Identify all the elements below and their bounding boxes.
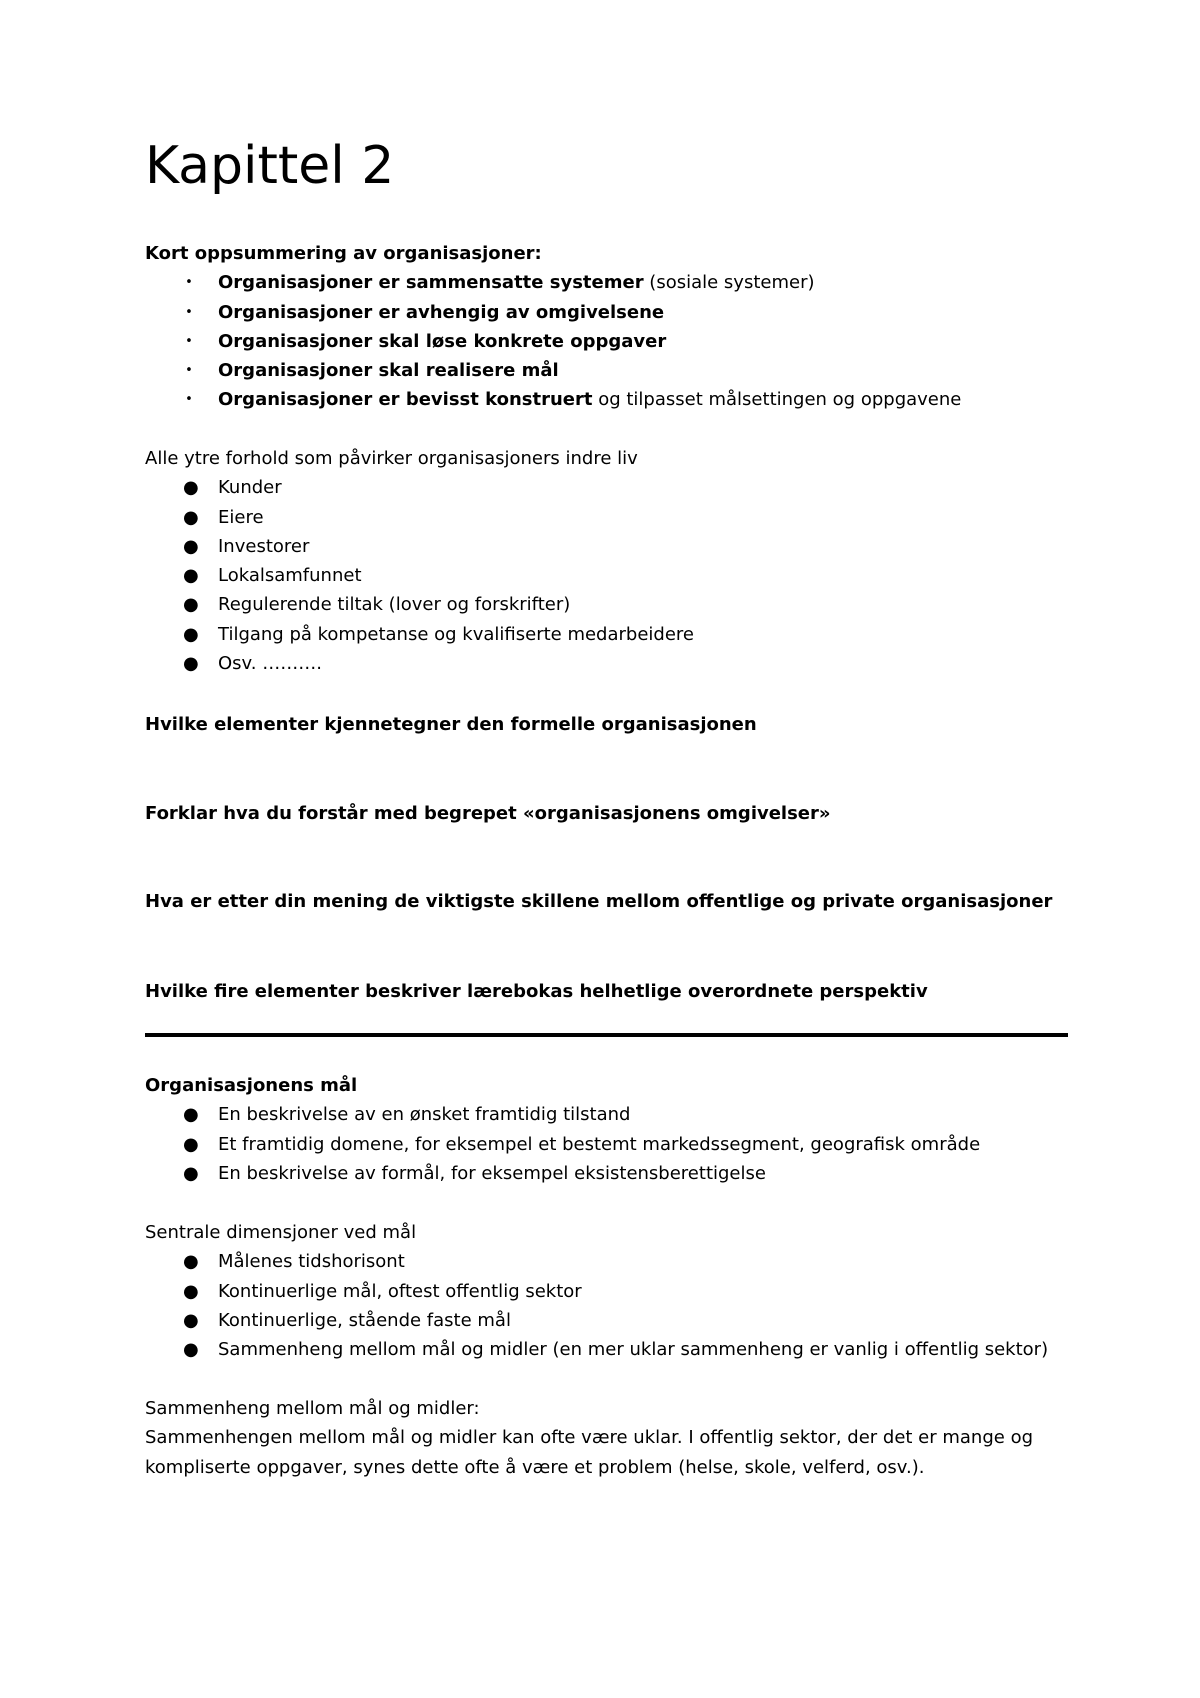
question-heading: Hva er etter din mening de viktigste skillene mellom offentlige og private organisasjoner [145,891,1053,912]
bullet-icon: • [185,363,193,379]
relation-paragraph: Sammenhengen mellom mål og midler kan ofte være uklar. I offentlig sektor, der det er mange og kompliserte oppgaver, synes dette ofte å være et problem (helse, skole, velferd, osv.). [145,1427,1034,1478]
external-section [145,444,1070,678]
list-item [145,1277,1070,1306]
summary-list [145,268,1070,414]
relation-section [145,1394,1070,1482]
list-item [145,1306,1070,1335]
list-item-text: Kontinuerlige, stående faste mål [218,1309,511,1331]
list-item-text: Eiere [218,506,264,528]
bullet-icon: ● [183,1133,199,1155]
list-item-text: Investorer [218,535,310,557]
list-item-text: Målenes tidshorisont [218,1251,405,1273]
list-item [145,1130,1070,1159]
list-item-bold: Organisasjoner er avhengig av omgivelsene [218,301,665,323]
bullet-icon: ● [183,1251,199,1273]
relation-heading: Sammenheng mellom mål og midler: [145,1398,480,1419]
list-item [145,532,1070,561]
bullet-icon: ● [183,1104,199,1126]
goals-heading: Organisasjonens mål [145,1075,358,1096]
goals-list [145,1100,1070,1188]
list-item [145,473,1070,502]
goals-section [145,1071,1070,1188]
bullet-icon: ● [183,565,199,587]
list-item [145,1100,1070,1129]
dimensions-section [145,1218,1070,1364]
bullet-icon: ● [183,477,199,499]
list-item [145,385,1070,414]
list-item [145,590,1070,619]
list-item-bold: Organisasjoner er sammensatte systemer [218,272,644,294]
list-item [145,620,1070,649]
bullet-icon: • [185,275,193,291]
question-heading: Forklar hva du forstår med begrepet «organisasjonens omgivelser» [145,803,831,824]
list-item [145,1335,1070,1364]
list-item [145,356,1070,385]
summary-section [145,239,1070,415]
list-item [145,503,1070,532]
dimensions-list [145,1247,1070,1364]
horizontal-divider [145,1033,1068,1037]
list-item-text: En beskrivelse av en ønsket framtidig tilstand [218,1104,631,1126]
bullet-icon: • [185,304,193,320]
bullet-icon: ● [183,535,199,557]
list-item [145,268,1070,297]
bullet-icon: ● [183,506,199,528]
list-item-text: Sammenheng mellom mål og midler (en mer uklar sammenheng er vanlig i offentlig sektor) [218,1339,1049,1361]
bullet-icon: ● [183,1162,199,1184]
list-item [145,561,1070,590]
list-item [145,1159,1070,1188]
list-item-text: (sosiale systemer) [643,272,815,294]
bullet-icon: ● [183,594,199,616]
list-item-text: Kunder [218,477,282,499]
list-item-text: Kontinuerlige mål, oftest offentlig sektor [218,1280,582,1302]
list-item-text: Tilgang på kompetanse og kvalifiserte medarbeidere [218,623,694,645]
list-item-text: Lokalsamfunnet [218,565,362,587]
dimensions-heading: Sentrale dimensjoner ved mål [145,1222,417,1243]
question-heading: Hvilke elementer kjennetegner den formelle organisasjonen [145,714,757,735]
bullet-icon: • [185,392,193,408]
list-item-text: Regulerende tiltak (lover og forskrifter) [218,594,571,616]
bullet-icon: ● [183,1280,199,1302]
external-heading: Alle ytre forhold som påvirker organisasjoners indre liv [145,448,638,469]
bullet-icon: ● [183,653,199,675]
list-item [145,298,1070,327]
bullet-icon: ● [183,1309,199,1331]
list-item [145,1247,1070,1276]
list-item-text: En beskrivelse av formål, for eksempel eksistensberettigelse [218,1162,766,1184]
list-item-text: Osv. ………. [218,653,322,675]
page-title: Kapittel 2 [145,136,395,196]
list-item [145,327,1070,356]
summary-heading: Kort oppsummering av organisasjoner: [145,243,542,264]
list-item-bold: Organisasjoner skal realisere mål [218,360,559,382]
list-item-text: Et framtidig domene, for eksempel et bestemt markedssegment, geografisk område [218,1133,981,1155]
bullet-icon: • [185,333,193,349]
list-item [145,649,1070,678]
bullet-icon: ● [183,1339,199,1361]
bullet-icon: ● [183,623,199,645]
list-item-bold: Organisasjoner skal løse konkrete oppgaver [218,330,667,352]
question-heading: Hvilke fire elementer beskriver lærebokas helhetlige overordnete perspektiv [145,981,928,1002]
external-list [145,473,1070,678]
list-item-bold: Organisasjoner er bevisst konstruert [218,389,593,411]
list-item-text: og tilpasset målsettingen og oppgavene [592,389,962,411]
